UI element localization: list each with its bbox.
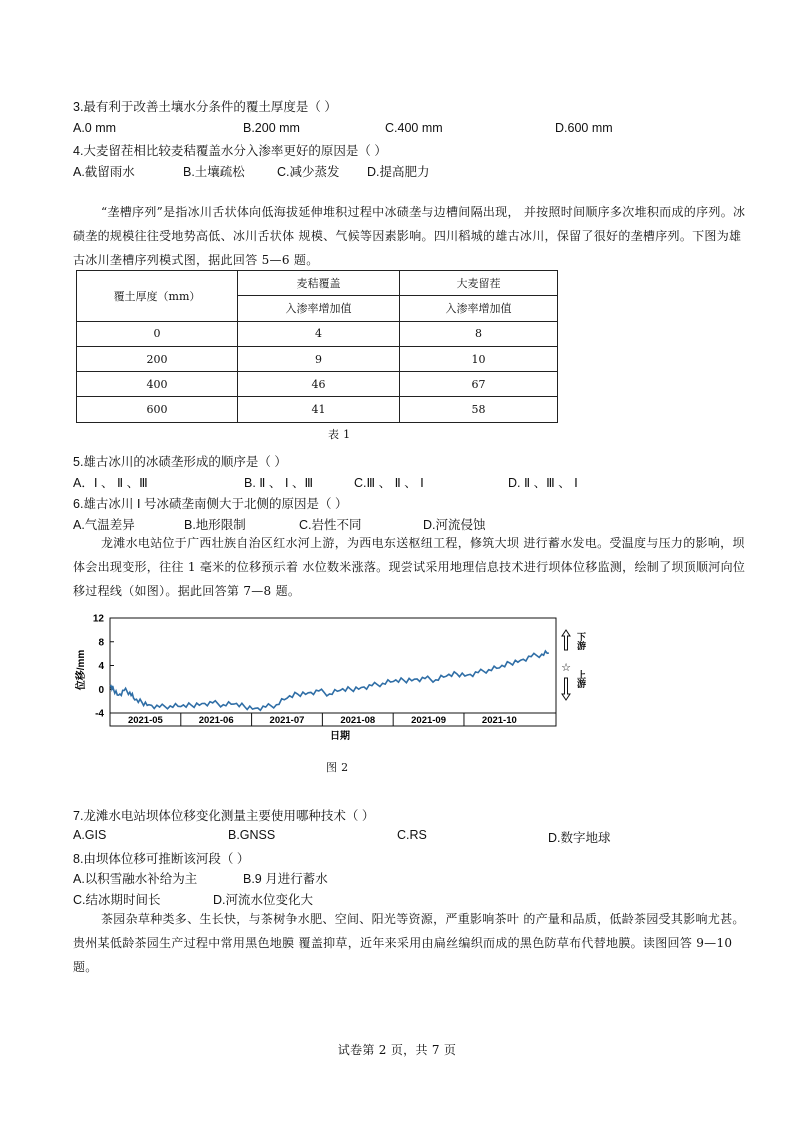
table-cell: 58	[400, 397, 558, 422]
table-cell: 67	[400, 372, 558, 397]
q7-option-c: C.RS	[397, 828, 427, 842]
q7-stem: 7.龙滩水电站坝体位移变化测量主要使用哪种技术（ ）	[73, 809, 375, 823]
q7-option-d: D.数字地球	[548, 831, 611, 845]
q3-option-c: C.400 mm	[385, 121, 443, 135]
y-tick-label: 12	[92, 613, 104, 625]
table-row	[77, 372, 558, 397]
table-cell: 9	[238, 346, 400, 371]
q5-option-c: C.Ⅲ 、 Ⅱ 、 Ⅰ	[354, 476, 424, 490]
table-row	[77, 346, 558, 371]
table-sub-header: 入渗率增加值	[400, 296, 558, 321]
x-tick-label: 2021-07	[269, 715, 305, 726]
q5-option-d: D. Ⅱ 、Ⅲ 、 Ⅰ	[508, 476, 578, 490]
q3-option-b: B.200 mm	[243, 121, 300, 135]
passage-tea-garden: 茶园杂草种类多、生长快，与茶树争水肥、空间、阳光等资源，严重影响茶叶 的产量和品质，低龄茶园受其影响尤甚。贵州某低龄茶园生产过程中常用黑色地膜 覆盖抑草，近年来采用由扁丝编织而成的黑色防草布代替地膜。读图回答 9—10 题。	[73, 912, 745, 974]
x-tick-label: 2021-05	[127, 715, 163, 726]
y-tick-label: 8	[98, 637, 104, 649]
upstream-arrow-icon	[562, 678, 570, 700]
table-caption: 表 1	[328, 428, 351, 441]
q3-option-d: D.600 mm	[555, 121, 613, 135]
upstream-label: 上游	[576, 670, 586, 688]
table-col-group-stubble: 大麦留茬	[400, 271, 558, 296]
y-tick-label: 0	[98, 684, 104, 696]
q8-option-b: B.9 月进行蓄水	[243, 872, 328, 886]
q4-option-b: B.土壤疏松	[183, 165, 245, 179]
series-line	[110, 651, 549, 710]
table-cell: 8	[400, 321, 558, 346]
table-sub-header: 入渗率增加值	[238, 296, 400, 321]
table-row	[77, 321, 558, 346]
q7-option-b: B.GNSS	[228, 828, 276, 842]
x-tick-label: 2021-06	[198, 715, 234, 726]
x-axis-label: 日期	[330, 731, 350, 742]
y-tick-label: -4	[95, 708, 104, 720]
table-1	[76, 270, 558, 423]
q5-option-a: A．Ⅰ 、 Ⅱ 、Ⅲ	[73, 476, 148, 490]
table-row-header: 覆土厚度（mm）	[77, 271, 238, 322]
q8-stem: 8.由坝体位移可推断该河段（ ）	[73, 852, 250, 866]
passage-dam: 龙滩水电站位于广西壮族自治区红水河上游，为西电东送枢纽工程，修筑大坝 进行蓄水发电。受温度与压力的影响，坝体会出现变形，往往 1 毫米的位移预示着 水位数米涨落。现尝试采用地理信息技术进行坝体位移监测，绘制了坝顶顺河向位 移过程线（如图）。据此回答第 7—8 题。	[73, 536, 746, 598]
q8-option-a: A.以积雪融水补给为主	[73, 872, 198, 886]
q6-option-c: C.岩性不同	[299, 518, 362, 532]
table-col-group-straw: 麦秸覆盖	[238, 271, 400, 296]
page-footer: 试卷第 2 页，共 7 页	[337, 1043, 457, 1057]
q4-option-c: C.减少蒸发	[277, 165, 340, 179]
plot-frame	[110, 618, 556, 713]
q8-option-c: C.结冰期时间长	[73, 893, 161, 907]
table-cell: 600	[77, 397, 238, 422]
table-cell: 41	[238, 397, 400, 422]
table-row	[77, 397, 558, 422]
y-tick-label: 4	[98, 661, 104, 672]
q4-stem: 4.大麦留茬相比较麦秸覆盖水分入渗率更好的原因是（ ）	[73, 144, 387, 158]
figure-caption: 图 2	[326, 761, 349, 774]
q6-option-a: A.气温差异	[73, 518, 135, 532]
x-tick-label: 2021-10	[481, 715, 517, 726]
table-cell: 10	[400, 346, 558, 371]
q7-option-a: A.GIS	[73, 828, 107, 842]
downstream-arrow-icon	[562, 630, 570, 650]
q8-option-d: D.河流水位变化大	[213, 893, 314, 907]
table-cell: 400	[77, 372, 238, 397]
q3-option-a: A.0 mm	[73, 121, 117, 135]
q6-option-d: D.河流侵蚀	[423, 518, 486, 532]
q6-stem: 6.雄古冰川 Ⅰ 号冰碛垄南侧大于北侧的原因是（ ）	[73, 497, 348, 511]
table-cell: 0	[77, 321, 238, 346]
y-axis-label: 位移/mm	[76, 649, 87, 691]
table-cell: 4	[238, 321, 400, 346]
q4-option-a: A.截留雨水	[73, 165, 135, 179]
q6-option-b: B.地形限制	[184, 518, 246, 532]
star-icon: ☆	[561, 662, 571, 674]
table-cell: 200	[77, 346, 238, 371]
passage-moraine: “垄槽序列”是指冰川舌状体向低海拔延伸堆积过程中冰碛垄与边槽间隔出现， 并按照时间顺序多次堆积而成的序列。冰碛垄的规模往往受地势高低、冰川舌状体 规模、气候等因素影响。四川稻城的雄古冰川，保留了很好的垄槽序列。下图为雄 古冰川垄槽序列模式图，据此回答 5—6 题。	[73, 205, 746, 267]
downstream-label: 下游	[576, 632, 586, 650]
q5-option-b: B. Ⅱ 、 Ⅰ 、Ⅲ	[244, 476, 314, 490]
x-tick-label: 2021-08	[340, 715, 376, 726]
displacement-chart	[70, 608, 590, 748]
q3-stem: 3.最有利于改善土壤水分条件的覆土厚度是（ ）	[73, 100, 337, 114]
q5-stem: 5.雄古冰川的冰碛垄形成的顺序是（ ）	[73, 455, 287, 469]
x-tick-label: 2021-09	[411, 715, 447, 726]
table-cell: 46	[238, 372, 400, 397]
q4-option-d: D.提高肥力	[367, 165, 430, 179]
